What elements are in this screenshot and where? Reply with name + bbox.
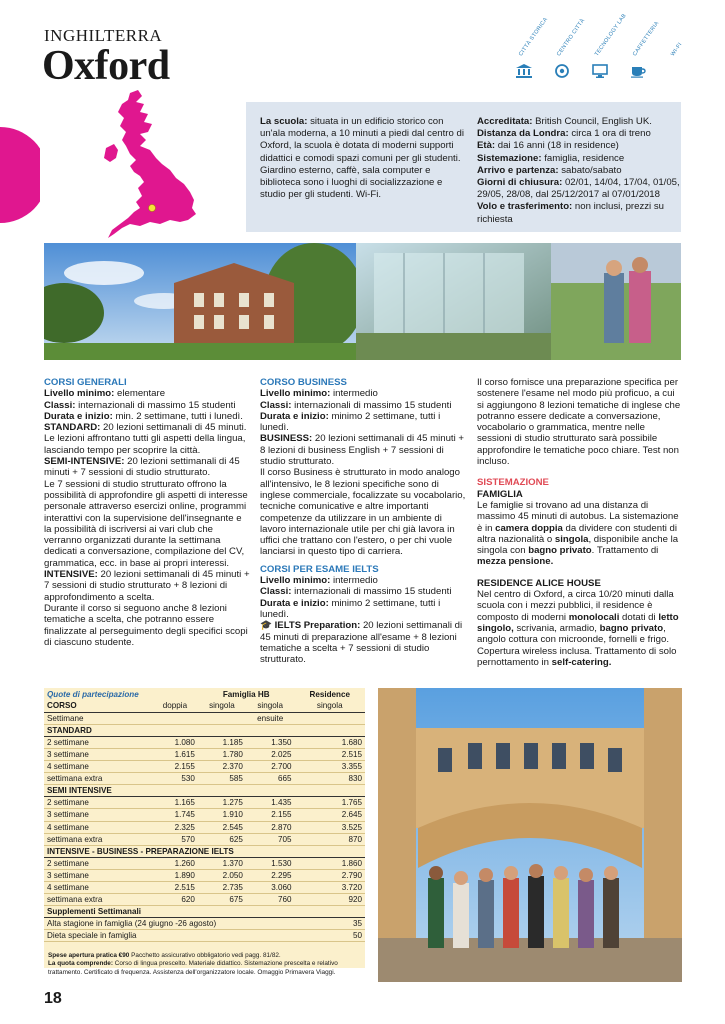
famiglia-bold: camera doppia [495, 522, 563, 534]
glass-courtyard-photo [356, 243, 551, 360]
price-cell: 1.780 [198, 748, 246, 760]
level-value: elementare [117, 388, 166, 400]
facility-tech-lab [588, 12, 628, 85]
school-description: situata in un edificio storico con un'ala moderna, a 10 minuti a piedi dal centro di Oxford, la scuola è dotata di moderni supporti didattici e comodi spazi comuni per gli studenti. Giardino esterno, caffè, sala computer e biblioteca sono i luoghi di socializzazione e studio per gli studenti. Wi-Fi. [260, 116, 464, 201]
price-row-label: 4 settimane [44, 761, 152, 773]
residence-bold: monolocali [568, 611, 620, 623]
ielts-text: Il corso fornisce una preparazione specifica per sostenere l'esame nel modo più proficuo, a cui si aggiungono 8 lezioni tematiche di inglese che potranno essere dedicate a conversazione, vocabolario o grammatica, mentre nelle sessioni di studio strutturato sarà possibile approfondire le tematiche poco chiare. Test non incluso. [477, 377, 681, 468]
price-cell: 2.325 [152, 821, 198, 833]
residence-text-part: Nel centro di Oxford, a circa 10/20 minuti dalla scuola con i mezzi pubblici, il residence è composto di moderni [477, 589, 674, 623]
supplementi-section-row [44, 906, 365, 918]
price-cell: 2.155 [152, 761, 198, 773]
supplemento-label: Dieta speciale in famiglia [44, 930, 295, 942]
supplemento-label: Alta stagione in famiglia (24 giugno -26 agosto) [44, 918, 295, 930]
price-cell: 2.515 [295, 748, 365, 760]
price-row [44, 869, 365, 881]
price-row [44, 773, 365, 785]
price-cell: 2.370 [198, 761, 246, 773]
price-row [44, 748, 365, 760]
arrival-value: sabato/sabato [561, 164, 622, 176]
price-cell: 1.860 [295, 857, 365, 869]
price-row [44, 761, 365, 773]
price-cell: 1.275 [198, 797, 246, 809]
price-section-row [44, 785, 365, 797]
price-row-label: 2 settimane [44, 857, 152, 869]
duration-value: minimo 2 settimane, tutti i lunedì. [260, 597, 441, 620]
price-cell: 1.185 [198, 736, 246, 748]
classes-value: internazionali di massimo 15 studenti [78, 399, 236, 411]
price-cell: 2.155 [246, 809, 295, 821]
supplemento-row [44, 930, 365, 942]
price-cell: 1.165 [152, 797, 198, 809]
price-cell: 625 [198, 833, 246, 845]
price-row-label: 3 settimane [44, 809, 152, 821]
duration-label: Durata e inizio: [260, 410, 329, 422]
price-section-title: INTENSIVE - BUSINESS - PREPARAZIONE IELTS [44, 845, 365, 857]
section-title-business: CORSO BUSINESS [260, 377, 347, 388]
include-label: La quota comprende: [48, 960, 113, 968]
price-cell: 2.515 [152, 882, 198, 894]
price-cell: 620 [152, 894, 198, 906]
arrival-label: Arrivo e partenza: [477, 164, 559, 176]
price-cell: 1.435 [246, 797, 295, 809]
classes-label: Classi: [260, 586, 292, 598]
closing-days-value: 02/01, 14/04, 17/04, 01/05, 29/05, 28/08, dal 25/12/2017 al 07/01/2018 [477, 177, 680, 201]
price-cell: 2.050 [198, 869, 246, 881]
supplemento-row [44, 918, 365, 930]
facility-wifi [664, 30, 694, 85]
famiglia-text [477, 500, 682, 568]
price-cell: 1.615 [152, 748, 198, 760]
classes-label: Classi: [260, 399, 292, 411]
semi-intensive-label: SEMI-INTENSIVE: [44, 456, 125, 468]
price-cell: 2.790 [295, 869, 365, 881]
price-cell: 1.530 [246, 857, 295, 869]
price-cell: 1.890 [152, 869, 198, 881]
price-row [44, 821, 365, 833]
price-cell: 1.680 [295, 736, 365, 748]
price-section-row [44, 845, 365, 857]
graduation-cap-icon: 🎓 [260, 620, 272, 632]
price-cell: 665 [246, 773, 295, 785]
famiglia-bold: bagno privato [528, 545, 592, 557]
school-info-box [246, 102, 681, 232]
supplemento-value: 50 [295, 930, 365, 942]
supplemento-value: 35 [295, 918, 365, 930]
price-cell: 2.870 [246, 821, 295, 833]
price-row-label: settimana extra [44, 894, 152, 906]
settimane-header: Settimane [44, 712, 152, 724]
level-label: Livello minimo: [44, 388, 115, 400]
ensuite-header: ensuite [246, 712, 295, 724]
col-singola-ensuite: singola [246, 700, 295, 712]
price-section-title: STANDARD [44, 724, 365, 736]
spese-label: Spese apertura pratica €90 [48, 952, 130, 959]
price-cell: 1.910 [198, 809, 246, 821]
facility-icons [512, 12, 684, 85]
residence-text-part: scrivania, armadio, [516, 622, 597, 634]
price-table-title: Quote di partecipazione [47, 689, 139, 699]
ielts-label: IELTS Preparation: [274, 620, 361, 632]
residence-text [477, 589, 682, 668]
accreditation-value: British Council, English UK. [535, 116, 652, 127]
price-cell: 1.370 [198, 857, 246, 869]
decorative-pink-circle [0, 127, 40, 223]
price-row-label: settimana extra [44, 773, 152, 785]
level-value: intermedio [333, 575, 378, 587]
semi-intensive-value: 20 lezioni settimanali di 45 minuti + 7 sessioni di studio strutturato. [44, 456, 240, 479]
price-row-label: 4 settimane [44, 882, 152, 894]
classes-value: internazionali di massimo 15 studenti [294, 399, 452, 411]
residence-text-part: , angolo cottura con microonde, fornelli e frigo. Copertura wireless inclusa. Trattamento di solo pernottamento in [477, 622, 677, 668]
intensive-text: Durante il corso si seguono anche 8 lezioni tematiche a scelta, che potranno essere finalizzate al perseguimento degli specifici scopi di ciascuno studente. [44, 602, 248, 648]
bridge-of-sighs-photo [378, 688, 682, 982]
price-cell: 1.745 [152, 809, 198, 821]
standard-text: Le lezioni affrontano tutti gli aspetti della lingua, lasciando tempo per scoprire la città. [44, 433, 246, 456]
duration-value: min. 2 settimane, tutti i lunedì. [115, 410, 243, 422]
famiglia-title: FAMIGLIA [477, 488, 523, 500]
facility-label: CITTÀ STORICA [518, 16, 550, 58]
price-row [44, 857, 365, 869]
accommodation-label: Sistemazione: [477, 152, 542, 164]
price-cell: 2.735 [198, 882, 246, 894]
price-row [44, 894, 365, 906]
price-cell: 760 [246, 894, 295, 906]
famiglia-hb-header: Famiglia HB [222, 689, 270, 699]
price-cell: 1.260 [152, 857, 198, 869]
price-section-title: SEMI INTENSIVE [44, 785, 365, 797]
duration-label: Durata e inizio: [260, 597, 329, 609]
standard-value: 20 lezioni settimanali di 45 minuti. [102, 422, 247, 434]
flight-value: non inclusi, prezzi su richiesta [477, 201, 664, 225]
semi-intensive-text: Le 7 sessioni di studio strutturato offrono la possibilità di approfondire gli aspetti di interesse personale attraverso esercizi online, programmi interattivi con la supervisione dell'insegnante e la possibilità di iscriversi ai vari club che verranno organizzati durante la settimana dedicati a conversazione, compilazione del CV, grammatica, ecc. in base ai propri interessi. [44, 478, 248, 569]
students-garden-photo [551, 243, 681, 360]
duration-value: minimo 2 settimane, tutti i lunedì. [260, 410, 441, 434]
ielts-value: 20 lezioni settimanali di 45 minuti di preparazione all'esame + 8 lezioni tematiche a scelta + 7 sessioni di studio strutturato. [260, 620, 463, 666]
facility-label: WI-FI [670, 41, 684, 58]
monument-icon [516, 64, 532, 78]
price-cell: 2.545 [198, 821, 246, 833]
page-number: 18 [44, 990, 62, 1007]
coffee-cup-icon [630, 64, 646, 78]
duration-label: Durata e inizio: [44, 410, 113, 422]
price-row-label: 3 settimane [44, 748, 152, 760]
section-title-ielts: CORSI PER ESAME IELTS [260, 563, 379, 575]
price-row [44, 833, 365, 845]
price-section-row [44, 724, 365, 736]
price-cell: 830 [295, 773, 365, 785]
price-row [44, 882, 365, 894]
residence-text-part: dotati di [622, 611, 656, 623]
facility-label: CENTRO CITTÀ [556, 17, 587, 58]
accreditation-label: Accreditata: [477, 116, 533, 127]
column-business-ielts [260, 377, 468, 665]
residence-bold: letto singolo, [477, 611, 679, 634]
price-table [44, 688, 365, 968]
spese-text: Pacchetto assicurativo obbligatorio vedi pagg. 81/82. [131, 952, 281, 959]
school-photo-strip [44, 243, 681, 360]
famiglia-text-part: . Trattamento di [591, 545, 659, 557]
school-label: La scuola: [260, 116, 308, 127]
famiglia-text-part: Le famiglie si trovano ad una distanza di massimo 45 minuti di autobus. La sistemazione è in [477, 499, 679, 534]
residence-bold: self-catering. [551, 656, 612, 668]
corso-header: CORSO [44, 700, 152, 712]
facility-label: TECNOLOGY LAB [594, 12, 628, 58]
level-label: Livello minimo: [260, 388, 331, 400]
country-label: INGHILTERRA [44, 26, 163, 45]
price-row-label: 2 settimane [44, 736, 152, 748]
price-row-label: 3 settimane [44, 869, 152, 881]
distance-value: circa 1 ora di treno [571, 128, 651, 140]
column-ielts-sistemazione [477, 377, 682, 668]
monitor-icon [592, 64, 608, 78]
section-title-corsi-generali: CORSI GENERALI [44, 377, 127, 388]
price-cell: 1.765 [295, 797, 365, 809]
price-cell: 920 [295, 894, 365, 906]
business-label: BUSINESS: [260, 433, 313, 445]
price-cell: 570 [152, 833, 198, 845]
price-row [44, 736, 365, 748]
price-row [44, 797, 365, 809]
business-text: Il corso Business è strutturato in modo analogo all'intensivo, le 8 lezioni specifiche sono di inglese commerciale, focalizzate su vocabolario, tecniche comunicative e altre importanti competenze da utilizzare in un ambiente di lavoro internazionale utile per chi già lavora in uffici che trattano con l'estero, o per chi vuole lanciarsi in questo tipo di carriera. [260, 467, 466, 558]
col-singola: singola [198, 700, 246, 712]
age-value: dai 16 anni (18 in residence) [497, 140, 619, 152]
classes-label: Classi: [44, 399, 76, 411]
price-notes [48, 952, 364, 977]
price-cell: 1.080 [152, 736, 198, 748]
uk-map-illustration [100, 88, 200, 243]
page-title: Oxford [42, 43, 170, 89]
price-cell: 705 [246, 833, 295, 845]
famiglia-bold: singola [554, 533, 589, 545]
price-cell: 675 [198, 894, 246, 906]
price-row-label: 4 settimane [44, 821, 152, 833]
price-row-label: settimana extra [44, 833, 152, 845]
column-corsi-generali [44, 377, 250, 648]
price-cell: 3.060 [246, 882, 295, 894]
section-title-sistemazione: SISTEMAZIONE [477, 477, 549, 489]
facility-cafeteria [626, 20, 661, 85]
intensive-label: INTENSIVE: [44, 569, 98, 581]
distance-label: Distanza da Londra: [477, 128, 569, 140]
price-cell: 3.525 [295, 821, 365, 833]
college-building-photo [44, 243, 364, 360]
facility-label: CAFFETTERIA [632, 20, 661, 58]
price-cell: 585 [198, 773, 246, 785]
facility-historic-city [512, 16, 550, 85]
business-value: 20 lezioni settimanali di 45 minuti + 8 lezioni di business English + 7 sessioni di studio strutturato. [260, 433, 464, 468]
price-cell: 1.350 [246, 736, 295, 748]
famiglia-text-part: da dividere con studenti di altra nazionalità o [477, 522, 677, 545]
price-cell: 2.025 [246, 748, 295, 760]
target-icon [554, 64, 570, 78]
price-cell: 3.720 [295, 882, 365, 894]
price-cell: 2.645 [295, 809, 365, 821]
classes-value: internazionali di massimo 15 studenti [294, 586, 452, 598]
price-cell: 2.295 [246, 869, 295, 881]
price-cell: 870 [295, 833, 365, 845]
price-row [44, 809, 365, 821]
age-label: Età: [477, 140, 496, 152]
col-doppia: doppia [152, 700, 198, 712]
residence-header: Residence [309, 689, 350, 699]
intensive-value: 20 lezioni settimanali di 45 minuti + 7 sessioni di studio strutturato + 8 lezioni di approfondimento a scelta. [44, 569, 250, 603]
col-residence-singola: singola [295, 700, 365, 712]
price-row-label: 2 settimane [44, 797, 152, 809]
residence-title: RESIDENCE ALICE HOUSE [477, 577, 601, 589]
level-value: intermedio [333, 388, 378, 400]
facility-city-centre [550, 17, 587, 85]
price-cell: 530 [152, 773, 198, 785]
famiglia-bold: mezza pensione. [477, 556, 554, 568]
residence-bold: bagno privato [599, 622, 664, 634]
famiglia-text-part: , disponibile anche la singola con [477, 533, 679, 557]
supplementi-title: Supplementi Settimanali [44, 906, 365, 918]
price-cell: 3.355 [295, 761, 365, 773]
price-cell: 2.700 [246, 761, 295, 773]
flight-label: Volo e trasferimento: [477, 201, 573, 213]
include-text: Corso di lingua prescelto. Materiale didattico. Sistemazione prescelta e relativo trattamento. Certificato di frequenza. Assistenza dell'organizzatore locale. Omaggio Primavera Viaggi. [48, 960, 338, 976]
oxford-location-marker [149, 205, 156, 212]
standard-label: STANDARD: [44, 422, 101, 434]
closing-days-label: Giorni di chiusura: [477, 177, 563, 189]
accommodation-value: famiglia, residence [544, 152, 625, 164]
level-label: Livello minimo: [260, 575, 331, 587]
